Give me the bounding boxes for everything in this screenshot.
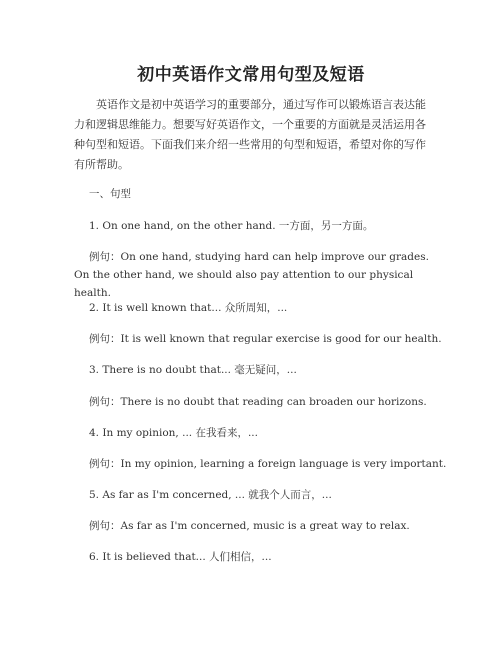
pattern-3: 3. There is no doubt that... 毫无疑问，... [89,364,297,376]
section-heading: 一、句型 [89,188,131,200]
example-1: 例句：On one hand, studying hard can help improve our grades. On the other hand, we should also pay attention to our physical health. [74,251,429,299]
document-title: 初中英语作文常用句型及短语 [137,65,365,85]
example-5: 例句：As far as I'm concerned, music is a great way to relax. [89,520,410,532]
pattern-1: 1. On one hand, on the other hand. 一方面，另一方面。 [89,220,374,232]
pattern-2: 2. It is well known that... 众所周知，... [89,302,288,314]
pattern-6: 6. It is believed that... 人们相信，... [89,551,272,563]
example-4: 例句：In my opinion, learning a foreign language is very important. [89,458,447,470]
example-3: 例句：There is no doubt that reading can broaden our horizons. [89,396,427,408]
intro-paragraph: 英语作文是初中英语学习的重要部分，通过写作可以锻炼语言表达能力和逻辑思维能力。想要写好英语作文，一个重要的方面就是灵活运用各种句型和短语。下面我们来介绍一些常用的句型和短语，希望对你的写作有所帮助。 [74,98,426,171]
pattern-5: 5. As far as I'm concerned, ... 就我个人而言，... [89,489,332,501]
pattern-4: 4. In my opinion, ... 在我看来，... [89,427,258,439]
example-2: 例句：It is well known that regular exercise is good for our health. [89,333,442,345]
